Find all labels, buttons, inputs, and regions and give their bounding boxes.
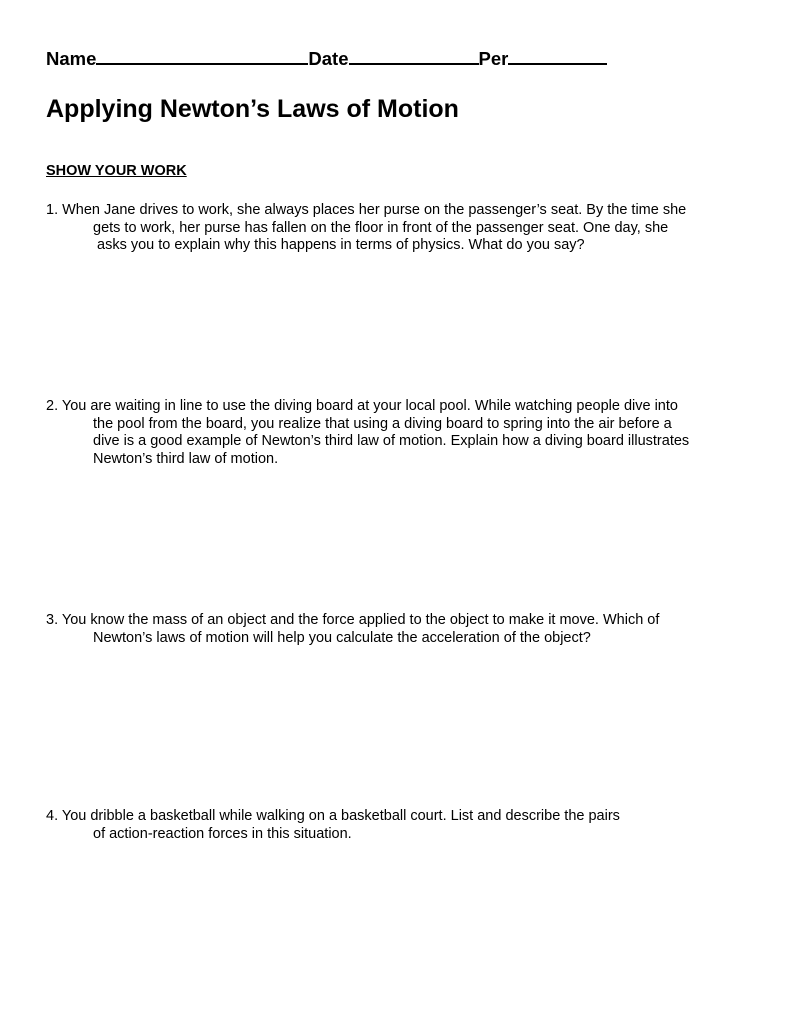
question-line: 3. You know the mass of an object and the force applied to the object to make it move. Which of: [46, 612, 660, 628]
question-line: gets to work, her purse has fallen on the floor in front of the passenger seat. One day, she: [93, 219, 669, 236]
worksheet-title: Applying Newton’s Laws of Motion: [46, 95, 459, 123]
question-line: 2. You are waiting in line to use the diving board at your local pool. While watching people dive into: [46, 398, 678, 414]
header-fields: [46, 46, 607, 70]
question-1: [46, 202, 686, 255]
question-line: Newton’s laws of motion will help you calculate the acceleration of the object?: [93, 629, 591, 646]
question-2: [46, 398, 689, 468]
question-3: [46, 612, 659, 647]
question-line: 1. When Jane drives to work, she always places her purse on the passenger’s seat. By the time she: [46, 202, 687, 218]
question-4: [46, 808, 620, 843]
question-line: asks you to explain why this happens in terms of physics. What do you say?: [97, 237, 585, 253]
question-line: of action-reaction forces in this situation.: [93, 825, 352, 842]
period-blank[interactable]: [508, 46, 607, 65]
name-label: Name: [46, 48, 97, 69]
name-blank[interactable]: [96, 46, 308, 65]
instructions-heading: SHOW YOUR WORK: [46, 163, 187, 179]
question-line: 4. You dribble a basketball while walking on a basketball court. List and describe the pairs: [46, 808, 620, 824]
question-line: the pool from the board, you realize that using a diving board to spring into the air before a: [93, 415, 672, 432]
question-line: Newton’s third law of motion.: [93, 450, 279, 467]
period-label: Per: [478, 48, 509, 69]
date-label: Date: [308, 48, 349, 69]
question-line: dive is a good example of Newton’s third law of motion. Explain how a diving board illustrates: [93, 433, 690, 449]
date-blank[interactable]: [349, 46, 479, 65]
